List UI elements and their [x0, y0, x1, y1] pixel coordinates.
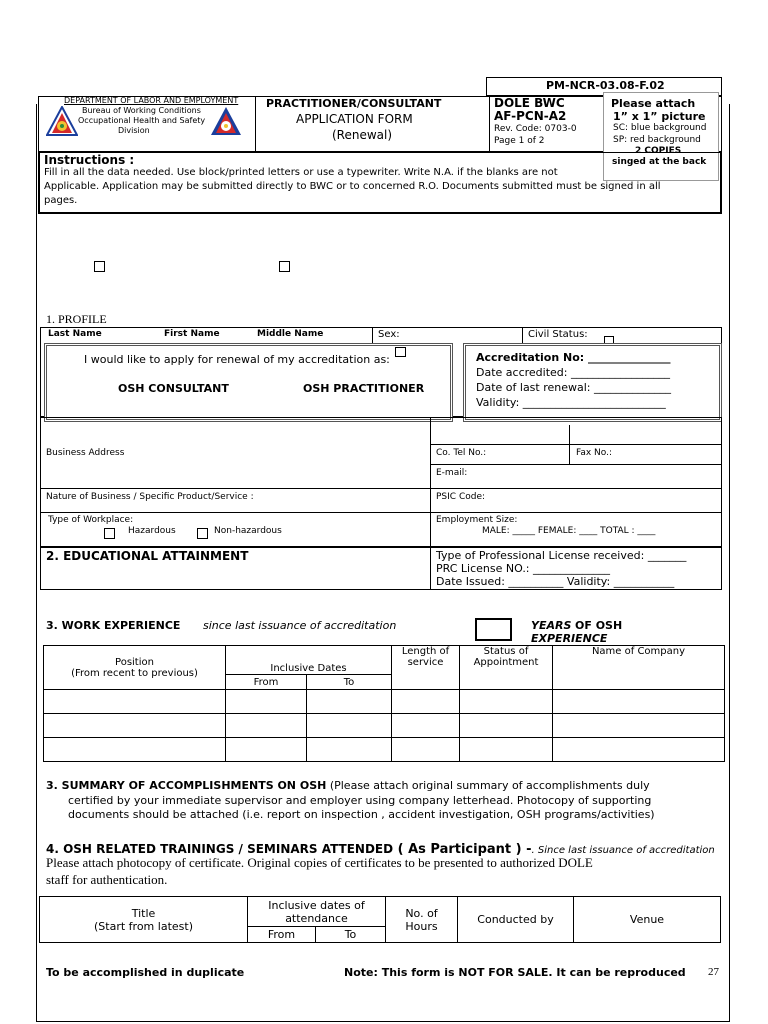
work-col-status-1: Status of: [483, 646, 529, 657]
instructions-label: Instructions :: [44, 153, 135, 167]
cell[interactable]: [44, 738, 226, 762]
train-col-dates-1: Inclusive dates of: [268, 898, 365, 912]
cell[interactable]: [226, 738, 307, 762]
cell[interactable]: [307, 690, 392, 714]
date-accredited: Date accredited: __________________: [476, 366, 670, 379]
train-col-title: [40, 897, 248, 943]
dole-logo-right: [210, 106, 242, 136]
summary-line-1: [46, 779, 650, 792]
footer-left: To be accomplished in duplicate: [46, 966, 245, 979]
dole-logo-left: [46, 106, 78, 136]
work-col-status: [460, 646, 553, 690]
last-name-label: Last Name: [48, 329, 102, 339]
cell[interactable]: [392, 738, 460, 762]
years-input[interactable]: [475, 618, 512, 641]
work-table: [43, 645, 725, 762]
checkbox-hazardous[interactable]: [104, 528, 115, 539]
cell[interactable]: [44, 690, 226, 714]
trainings-table: [39, 896, 721, 943]
division-name-2: Division: [118, 126, 150, 135]
trainings-heading: 4. OSH RELATED TRAININGS / SEMINARS ATTENDED: [46, 842, 394, 856]
work-heading-note: since last issuance of accreditation: [203, 619, 397, 632]
photo-note-4: SP: red background: [613, 135, 701, 145]
work-col-company: Name of Company: [553, 646, 725, 690]
work-col-dates: Inclusive Dates: [226, 646, 392, 675]
form-title-2: APPLICATION FORM: [296, 112, 413, 126]
non-hazardous-label: Non-hazardous: [214, 526, 282, 536]
profile-divider-sex: [372, 327, 373, 343]
date-issued: Date Issued: __________ Validity: ___________: [436, 575, 675, 588]
cell[interactable]: [307, 714, 392, 738]
employment-size-label: Employment Size:: [436, 515, 518, 525]
checkbox-intro[interactable]: [395, 347, 406, 357]
header-divider-2: [489, 96, 490, 152]
photo-note-2: 1” x 1” picture: [613, 110, 706, 123]
rev-code: Rev. Code: 0703-0: [494, 124, 577, 134]
checkbox-non-hazardous[interactable]: [197, 528, 208, 539]
work-heading: 3. WORK EXPERIENCE: [46, 619, 181, 632]
cell[interactable]: [460, 738, 553, 762]
accreditation-no: Accreditation No: _______________: [476, 351, 671, 364]
biz-vline-1: [430, 417, 431, 547]
cell[interactable]: [226, 690, 307, 714]
trainings-heading-2: ( As Participant ) -: [393, 842, 532, 857]
instructions-line-2: Applicable. Application may be submitted directly to BWC or to concerned R.O. Documents submitted must be signed in all: [44, 181, 661, 192]
summary-text-1: (Please attach original summary of accomplishments duly: [326, 779, 650, 792]
division-name-1: Occupational Health and Safety: [78, 116, 206, 125]
form-title-1: PRACTITIONER/CONSULTANT: [266, 97, 442, 110]
train-col-hours: [386, 897, 458, 943]
cell[interactable]: [307, 738, 392, 762]
train-col-title-label: Title: [131, 906, 156, 920]
renewal-intro: I would like to apply for renewal of my accreditation as:: [84, 353, 390, 366]
work-col-length-2: service: [407, 657, 444, 668]
date-last-renewal: Date of last renewal: ______________: [476, 381, 672, 394]
employment-counts: MALE: _____ FEMALE: ____ TOTAL : ____: [482, 526, 656, 536]
first-name-label: First Name: [164, 329, 220, 339]
biz-hline-2: [430, 464, 722, 465]
years-label-2: OF OSH: [575, 619, 623, 632]
biz-hline-3: [40, 488, 722, 489]
summary-heading: 3. SUMMARY OF ACCOMPLISHMENTS ON OSH: [46, 779, 327, 792]
cell[interactable]: [44, 714, 226, 738]
photo-note-1: Please attach: [611, 97, 696, 110]
train-col-hours-1: No. of: [405, 906, 438, 920]
work-col-from: From: [226, 675, 307, 690]
work-col-status-2: Appointment: [473, 657, 539, 668]
cell[interactable]: [553, 714, 725, 738]
footer-note: Note: This form is NOT FOR SALE. It can be reproduced: [344, 966, 686, 979]
work-col-length-1: Length of: [401, 646, 450, 657]
years-label-1: YEARS: [531, 619, 572, 632]
osh-consultant-option[interactable]: OSH CONSULTANT: [118, 382, 229, 395]
sex-label: Sex:: [378, 329, 400, 340]
photo-note-6: singed at the back: [612, 157, 707, 167]
profile-divider-civil: [522, 327, 523, 343]
work-col-position-sub: (From recent to previous): [71, 667, 198, 679]
validity: Validity: __________________________: [476, 396, 666, 409]
dole-bwc-label: DOLE BWC: [494, 96, 565, 110]
biz-hline-4: [40, 512, 722, 513]
nature-label: Nature of Business / Specific Product/Service :: [46, 492, 254, 502]
prc-license: PRC License NO.: ______________: [436, 562, 611, 575]
license-type: Type of Professional License received: _______: [436, 549, 687, 562]
bureau-name: Bureau of Working Conditions: [82, 106, 201, 115]
email-label: E-mail:: [436, 468, 468, 478]
footer-page-number: 27: [708, 966, 719, 978]
summary-text-3: documents should be attached (i.e. report on inspection , accident investigation, OSH programs/activities): [68, 808, 655, 821]
train-col-to: To: [316, 927, 386, 943]
table-row: [44, 738, 725, 762]
train-col-venue: Venue: [574, 897, 721, 943]
trainings-text-1: Please attach photocopy of certificate. Original copies of certificates to be presented to authorized DOLE: [46, 855, 593, 870]
work-col-length: [392, 646, 460, 690]
osh-practitioner-option[interactable]: OSH PRACTITIONER: [303, 382, 425, 395]
education-heading: 2. EDUCATIONAL ATTAINMENT: [46, 549, 249, 563]
cell[interactable]: [226, 714, 307, 738]
photo-note-5: 2 COPIES: [635, 146, 682, 156]
cell[interactable]: [553, 690, 725, 714]
biz-hline-1: [430, 444, 722, 445]
work-col-position-label: Position: [115, 656, 154, 668]
dept-name: DEPARTMENT OF LABOR AND EMPLOYMENT: [64, 96, 239, 105]
train-col-dates-2: attendance: [285, 911, 348, 925]
middle-name-label: Middle Name: [257, 329, 324, 339]
af-code: AF-PCN-A2: [494, 109, 567, 123]
cell[interactable]: [392, 690, 460, 714]
instructions-line-1: Fill in all the data needed. Use block/printed letters or use a typewriter. Write N.A. if the blanks are not: [44, 167, 558, 178]
work-col-to: To: [307, 675, 392, 690]
train-col-from: From: [248, 927, 316, 943]
trainings-heading-note: . Since last issuance of accreditation: [531, 845, 715, 856]
fax-label: Fax No.:: [576, 448, 613, 458]
profile-heading: 1. PROFILE: [46, 312, 107, 326]
page-count: Page 1 of 2: [494, 136, 545, 146]
photo-note-3: SC: blue background: [613, 123, 707, 133]
checkbox-consultant-top[interactable]: [94, 261, 105, 272]
checkbox-practitioner-top[interactable]: [279, 261, 290, 272]
train-col-dates: [248, 897, 386, 927]
co-tel-label: Co. Tel No.:: [436, 448, 487, 458]
cell[interactable]: [460, 714, 553, 738]
summary-text-2: certified by your immediate supervisor and employer using company letterhead. Photocopy of supporting: [68, 794, 652, 807]
business-address-label: Business Address: [46, 448, 125, 458]
workplace-label: Type of Workplace:: [48, 515, 134, 525]
civil-status-label: Civil Status:: [528, 329, 588, 340]
trainings-text-2: staff for authentication.: [46, 872, 168, 887]
train-col-title-sub: (Start from latest): [94, 919, 193, 933]
years-label-3: EXPERIENCE: [531, 632, 608, 645]
form-title-3: (Renewal): [332, 128, 393, 142]
cell[interactable]: [392, 714, 460, 738]
form-code: PM-NCR-03.08-F.02: [546, 79, 665, 92]
psic-label: PSIC Code:: [436, 492, 486, 502]
train-col-conducted: Conducted by: [458, 897, 574, 943]
work-col-position: [44, 646, 226, 690]
cell[interactable]: [553, 738, 725, 762]
instructions-line-3: pages.: [44, 195, 78, 206]
table-row: [44, 690, 725, 714]
train-col-hours-2: Hours: [405, 919, 438, 933]
biz-vline-2: [569, 425, 570, 465]
hazardous-label: Hazardous: [128, 526, 176, 536]
table-row: [44, 714, 725, 738]
header-divider-1: [255, 96, 256, 152]
cell[interactable]: [460, 690, 553, 714]
edu-vline: [430, 547, 431, 590]
